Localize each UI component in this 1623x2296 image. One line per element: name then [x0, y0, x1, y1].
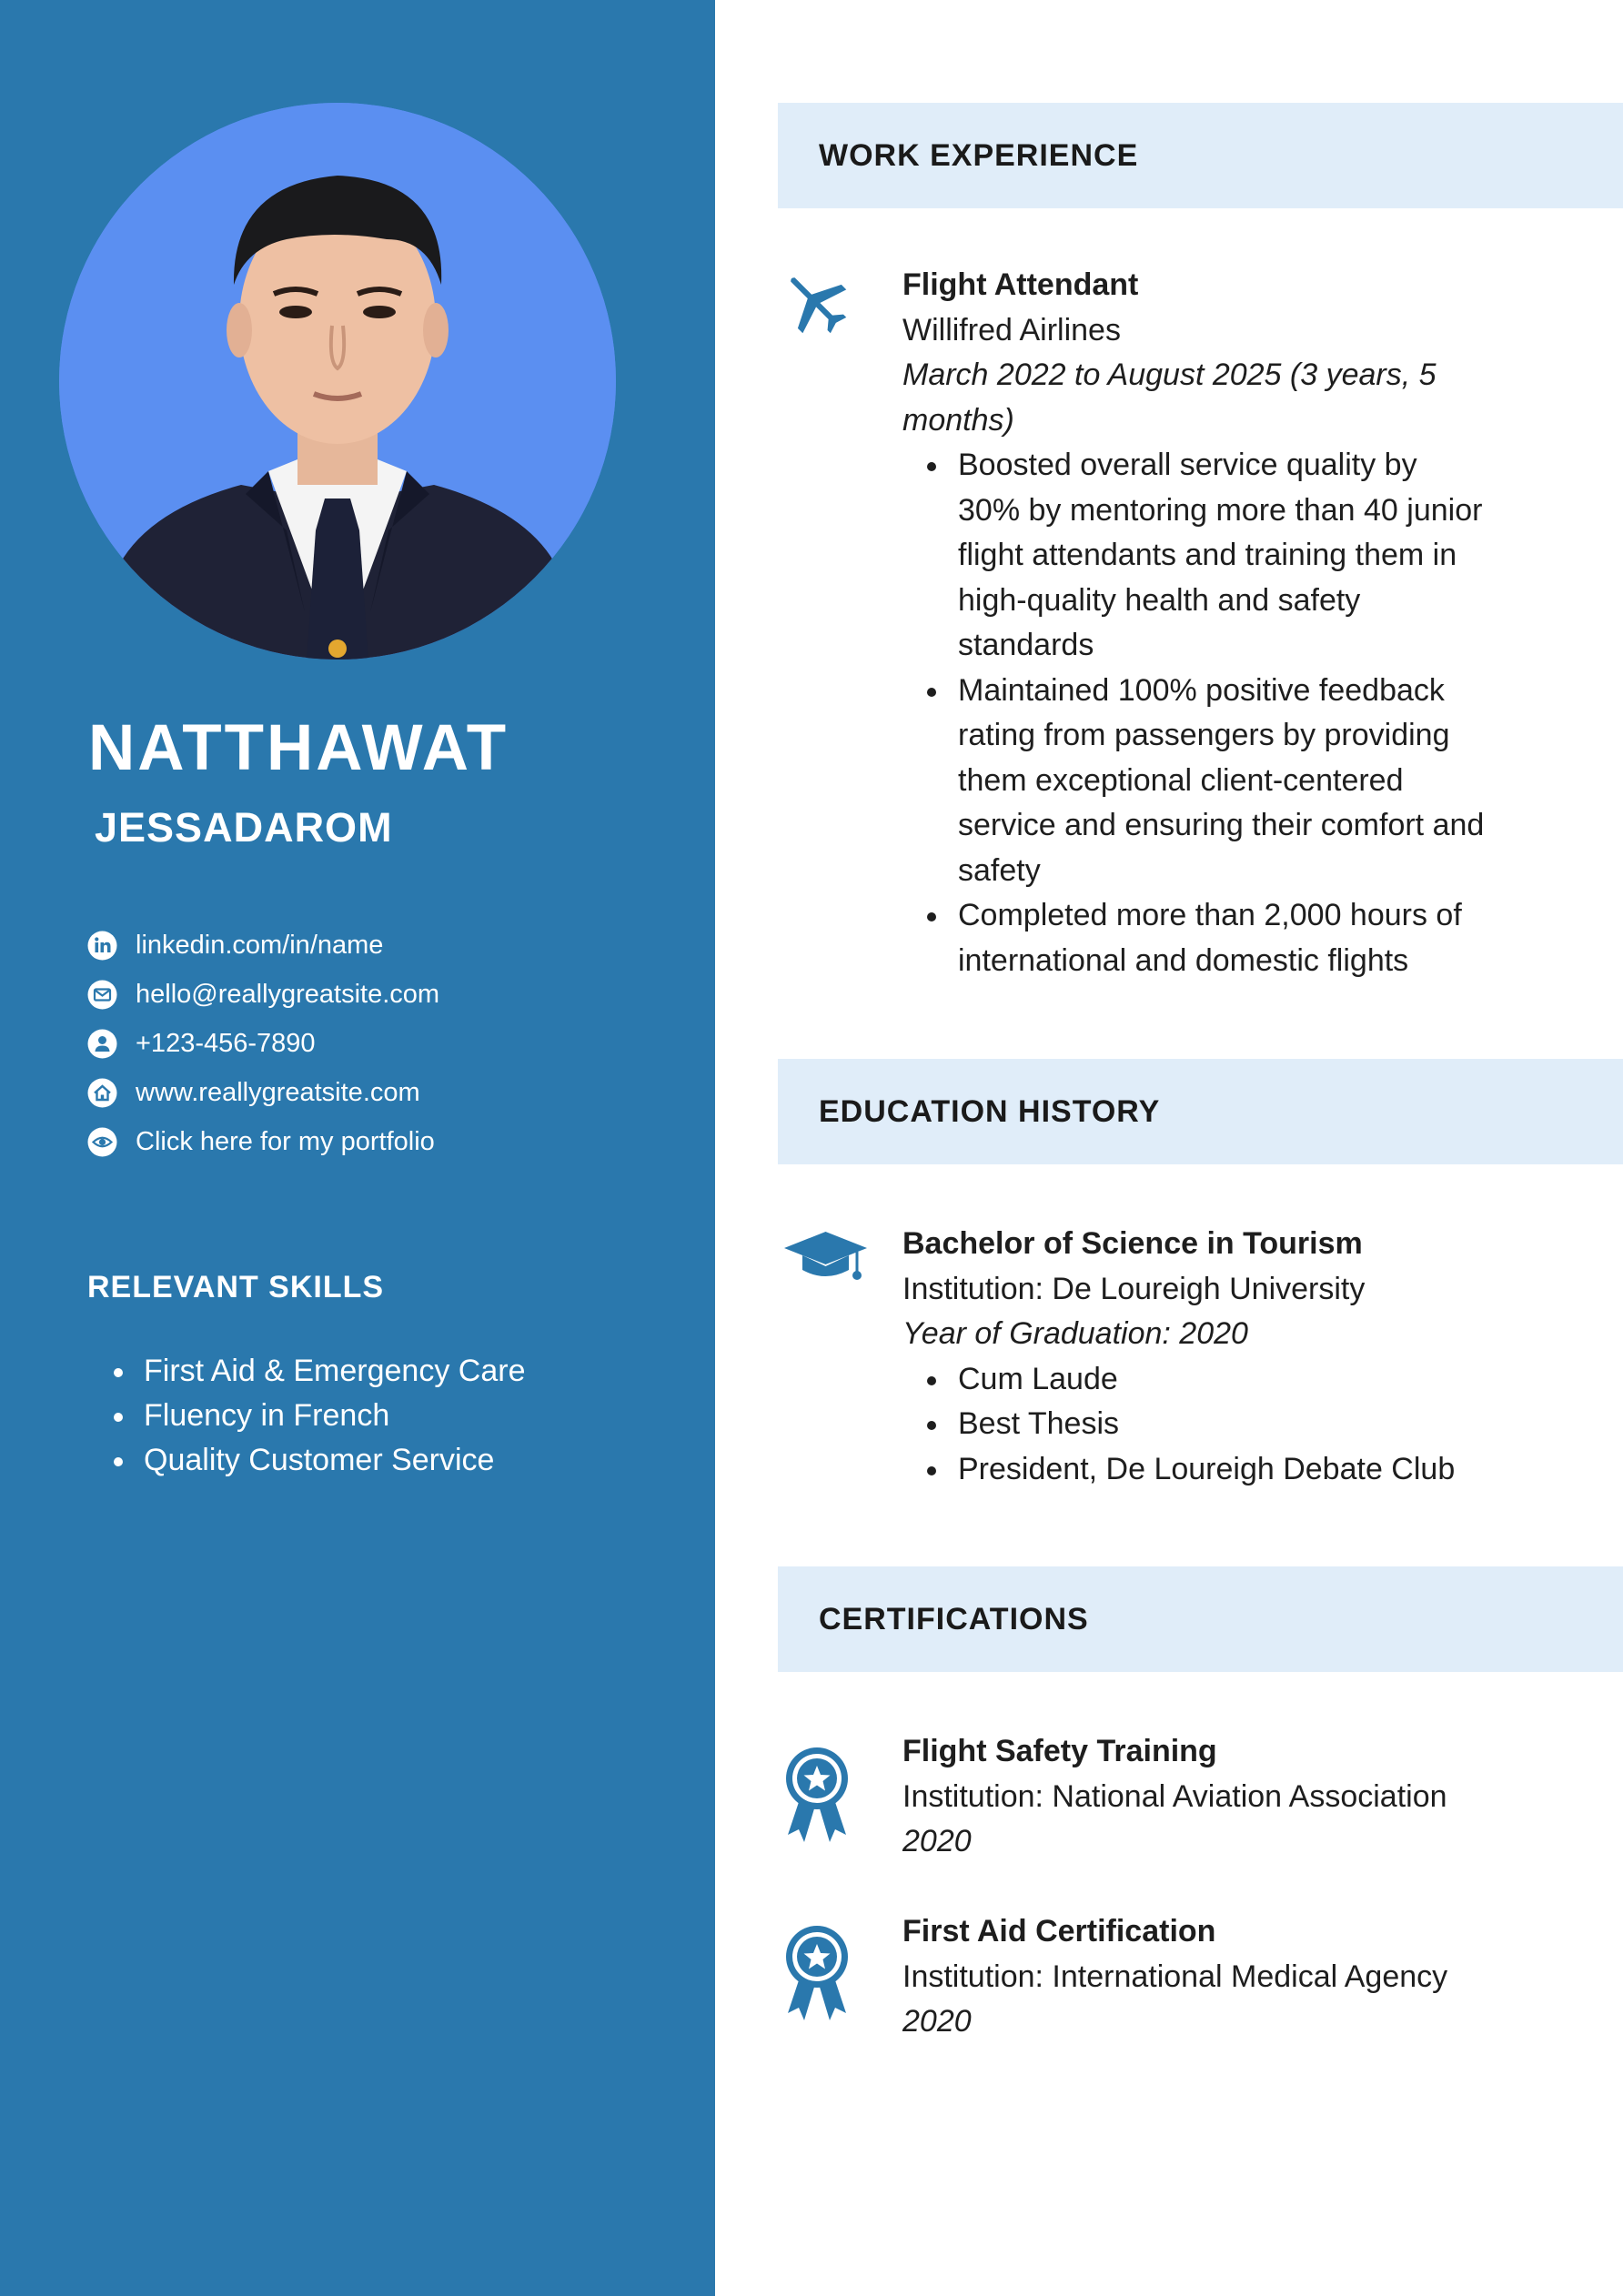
graduation-year: Year of Graduation: 2020	[902, 1316, 1248, 1351]
skill-item: First Aid & Emergency Care	[144, 1349, 525, 1394]
email-icon	[87, 980, 117, 1010]
certification-name: First Aid Certification	[902, 1914, 1216, 1949]
contact-phone[interactable]	[87, 1019, 439, 1068]
contact-text: Click here for my portfolio	[136, 1126, 435, 1156]
sidebar	[0, 0, 715, 2296]
contact-linkedin[interactable]	[87, 921, 439, 970]
certification-year: 2020	[902, 2004, 972, 2039]
certifications-title: CERTIFICATIONS	[819, 1602, 1089, 1636]
airplane-icon	[781, 267, 851, 337]
employment-dates: March 2022 to August 2025 (3 years, 5 months)	[902, 357, 1437, 438]
contact-text: www.reallygreatsite.com	[136, 1077, 420, 1107]
certifications-header	[778, 1566, 1623, 1672]
graduation-cap-icon	[782, 1230, 869, 1286]
certification-entry	[902, 1909, 1576, 2045]
contact-text: hello@reallygreatsite.com	[136, 979, 440, 1009]
job-title: Flight Attendant	[902, 267, 1139, 302]
skills-title: RELEVANT SKILLS	[87, 1270, 385, 1304]
work-bullets	[902, 443, 1548, 983]
last-name: JESSADAROM	[95, 804, 393, 851]
contact-text: +123-456-7890	[136, 1028, 316, 1058]
contact-portfolio[interactable]	[87, 1117, 439, 1166]
education-bullet: Best Thesis	[958, 1402, 1576, 1447]
skill-item: Fluency in French	[144, 1394, 525, 1438]
linkedin-icon	[87, 931, 117, 961]
work-entry	[902, 263, 1576, 983]
phone-icon	[87, 1029, 117, 1059]
work-bullet: Completed more than 2,000 hours of international and domestic flights	[958, 893, 1540, 983]
award-ribbon-icon	[782, 1744, 852, 1844]
education-institution: Institution: De Loureigh University	[902, 1271, 1366, 1306]
certification-institution: Institution: National Aviation Association	[902, 1778, 1447, 1814]
company-name: Willifred Airlines	[902, 312, 1121, 347]
award-ribbon-icon	[782, 1922, 852, 2022]
skills-list	[144, 1349, 525, 1483]
education-bullets	[902, 1357, 1576, 1493]
contact-website[interactable]	[87, 1068, 439, 1117]
contact-text: linkedin.com/in/name	[136, 930, 384, 960]
contact-list	[87, 921, 439, 1166]
work-bullet: Boosted overall service quality by 30% by mentoring more than 40 junior flight attendants and training them in high-quality health and safety standards	[958, 443, 1486, 669]
certification-year: 2020	[902, 1824, 972, 1858]
certification-name: Flight Safety Training	[902, 1734, 1217, 1768]
home-icon	[87, 1078, 117, 1108]
education-title: EDUCATION HISTORY	[819, 1094, 1161, 1129]
work-experience-header	[778, 103, 1623, 208]
education-entry	[902, 1222, 1576, 1492]
first-name: NATTHAWAT	[88, 712, 509, 784]
contact-email[interactable]	[87, 970, 439, 1019]
profile-photo	[59, 103, 616, 660]
education-header	[778, 1059, 1623, 1164]
work-bullet: Maintained 100% positive feedback rating from passengers by providing them exceptional client-centered service and ensuring their comfort and safety	[958, 669, 1486, 894]
certification-institution: Institution: International Medical Agency	[902, 1959, 1448, 1994]
profile-photo-image	[59, 103, 616, 660]
certification-entry	[902, 1729, 1576, 1865]
education-bullet: President, De Loureigh Debate Club	[958, 1447, 1576, 1493]
eye-icon	[87, 1127, 117, 1157]
work-experience-title: WORK EXPERIENCE	[819, 138, 1139, 173]
skill-item: Quality Customer Service	[144, 1438, 525, 1483]
education-bullet: Cum Laude	[958, 1357, 1576, 1403]
degree-title: Bachelor of Science in Tourism	[902, 1226, 1363, 1261]
